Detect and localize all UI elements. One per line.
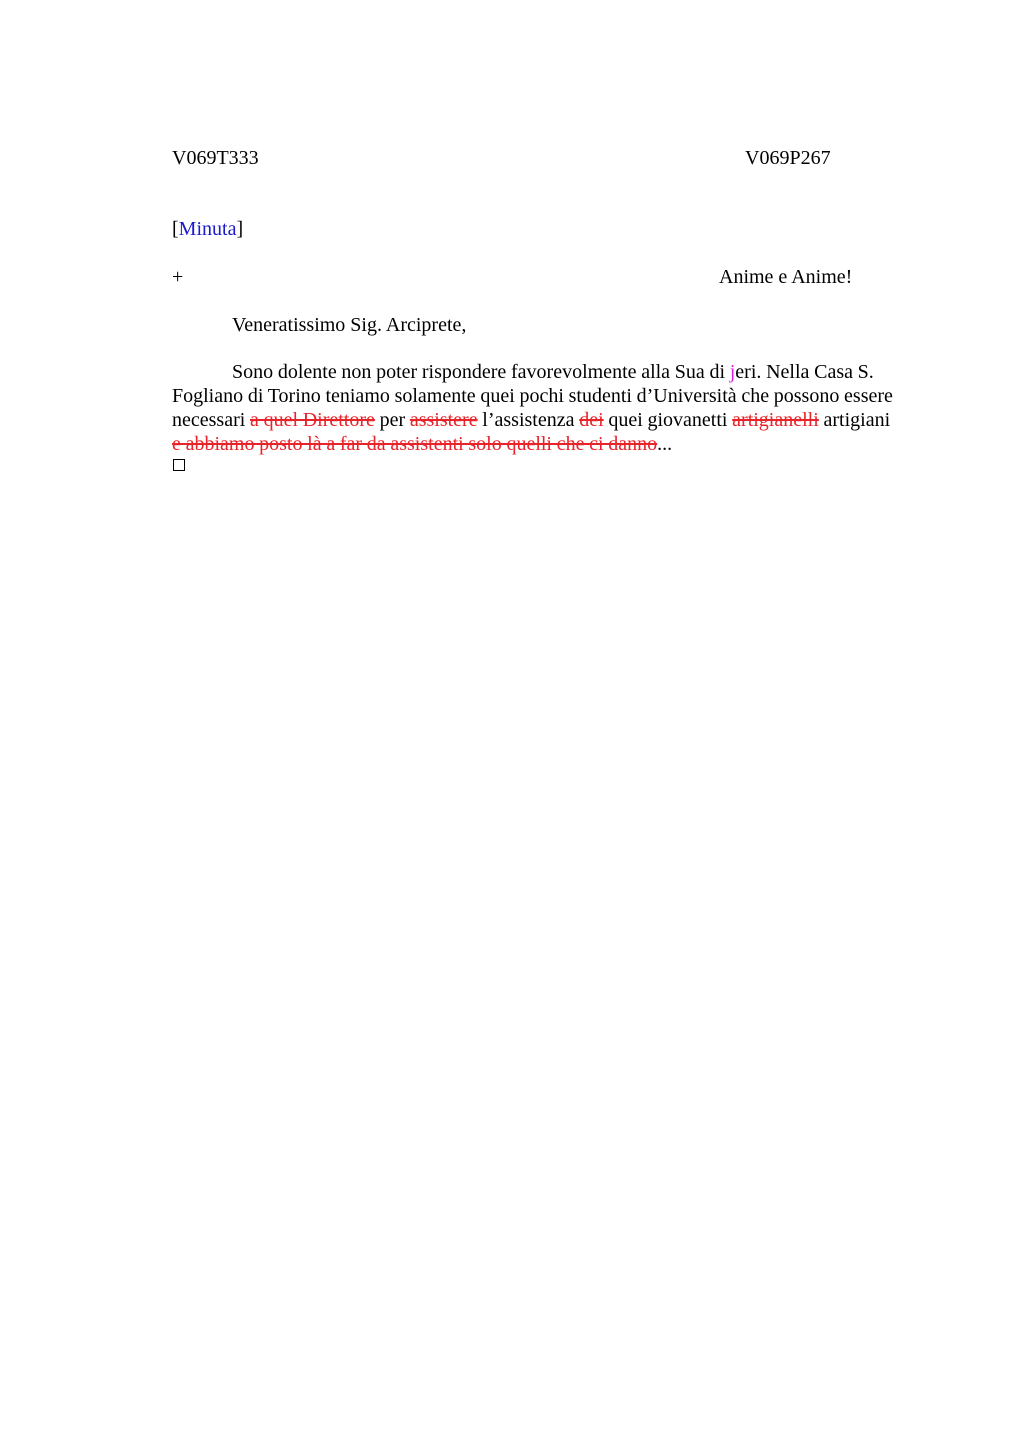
motto: Anime e Anime! xyxy=(719,266,853,288)
ellipsis: ... xyxy=(657,433,673,455)
deleted-text: a quel Direttore xyxy=(250,409,375,431)
body-line-3 xyxy=(172,408,924,432)
body-text-segment: eri. Nella Casa S. xyxy=(735,361,874,383)
body-text-segment: artigiani xyxy=(818,409,891,431)
body-text-segment: quei giovanetti xyxy=(603,409,733,431)
letter-body xyxy=(172,360,924,456)
deleted-text: e abbiamo posto là a far da assistenti solo quelli che ci danno xyxy=(172,433,658,455)
body-line-2: Fogliano di Torino teniamo solamente quei pochi studenti d’Università che possono essere xyxy=(172,385,893,407)
body-line-4 xyxy=(172,432,924,456)
body-text-segment: necessari xyxy=(172,409,250,431)
minuta-label xyxy=(172,217,243,241)
body-line-1 xyxy=(172,360,924,384)
corrected-letter: j xyxy=(729,361,736,383)
deleted-text: assistere xyxy=(409,409,478,431)
deleted-text: artigianelli xyxy=(732,409,819,431)
body-text-segment: per xyxy=(374,409,410,431)
body-text-segment: l’assistenza xyxy=(477,409,580,431)
checkbox-square-icon xyxy=(173,459,185,471)
minuta-word: Minuta xyxy=(178,218,237,240)
document-id-right: V069P267 xyxy=(745,147,831,169)
body-text-segment: Sono dolente non poter rispondere favorevolmente alla Sua di xyxy=(232,361,730,383)
document-id-left: V069T333 xyxy=(172,147,259,169)
cross-mark: + xyxy=(172,266,184,288)
minuta-bracket-open: [ xyxy=(172,218,179,240)
minuta-bracket-close: ] xyxy=(236,218,244,240)
deleted-text: dei xyxy=(579,409,604,431)
salutation: Veneratissimo Sig. Arciprete, xyxy=(232,314,467,336)
